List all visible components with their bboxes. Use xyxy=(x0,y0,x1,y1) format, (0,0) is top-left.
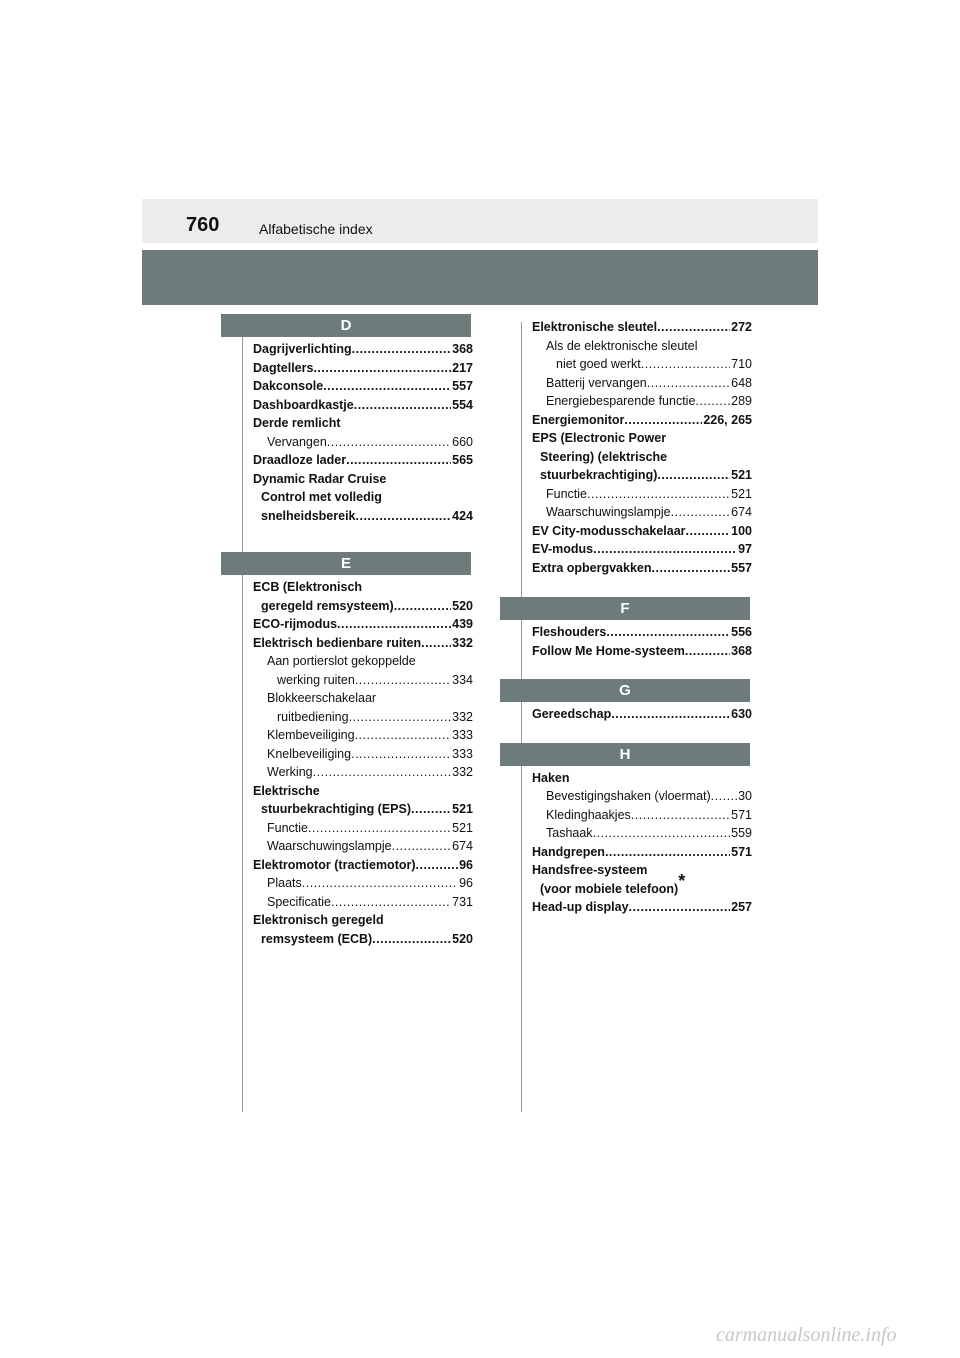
index-entry[interactable]: geregeld remsysteem) ..... 520 xyxy=(253,597,473,616)
index-subheading: Als de elektronische sleutel xyxy=(546,338,698,353)
index-entry[interactable]: Gereedschap ..... 630 xyxy=(532,705,752,724)
index-heading: Derde remlicht xyxy=(253,416,341,430)
index-subentry[interactable]: niet goed werkt ..... 710 xyxy=(532,355,752,374)
header-bar xyxy=(142,199,818,243)
index-heading: Control met volledig xyxy=(261,490,382,504)
index-entry[interactable]: Dashboardkastje ..... 554 xyxy=(253,396,473,415)
index-entry[interactable]: EV-modus ..... 97 xyxy=(532,540,752,559)
index-subentry[interactable]: Energiebesparende functie ..... 289 xyxy=(532,392,752,411)
section-header-e: E xyxy=(221,552,471,575)
index-heading: EPS (Electronic Power xyxy=(532,431,667,445)
index-subheading: Blokkeerschakelaar xyxy=(267,691,377,705)
index-subentry[interactable]: Waarschuwingslampje ..... 674 xyxy=(532,503,752,522)
left-column-rule xyxy=(242,322,243,1112)
index-subentry[interactable]: Werking ..... 332 xyxy=(253,763,473,782)
index-entry[interactable]: Dagrijverlichting ..... 368 xyxy=(253,340,473,359)
index-heading: Haken xyxy=(532,770,570,785)
index-entry[interactable]: Energiemonitor ..... 226, 265 xyxy=(532,411,752,430)
index-entry[interactable]: remsysteem (ECB) ..... 520 xyxy=(253,930,473,949)
index-subentry[interactable]: Waarschuwingslampje ..... 674 xyxy=(253,837,473,856)
footnote-asterisk: * xyxy=(678,870,686,891)
section-header-d: D xyxy=(221,314,471,337)
index-entry[interactable]: Elektromotor (tractiemotor) ..... 96 xyxy=(253,856,473,875)
index-heading: ECB (Elektronisch xyxy=(253,580,363,594)
index-entry[interactable]: Elektronische sleutel ..... 272 xyxy=(532,318,752,337)
index-heading: Handsfree-systeem xyxy=(532,863,648,877)
section-header-h: H xyxy=(500,743,750,766)
index-subentry[interactable]: Functie ..... 521 xyxy=(532,485,752,504)
index-entry[interactable]: stuurbekrachtiging) ..... 521 xyxy=(532,466,752,485)
right-column xyxy=(530,318,752,917)
index-heading: Elektronisch geregeld xyxy=(253,913,384,927)
index-entry[interactable]: ECO-rijmodus ..... 439 xyxy=(253,615,473,634)
index-entry-with-note[interactable]: (voor mobiele telefoon)* xyxy=(540,870,686,896)
section-e-entries xyxy=(251,578,473,948)
index-subentry[interactable]: Specificatie ..... 731 xyxy=(253,893,473,912)
index-subentry[interactable]: Vervangen ..... 660 xyxy=(253,433,473,452)
index-entry[interactable]: Dakconsole ..... 557 xyxy=(253,377,473,396)
index-entry[interactable]: Head-up display ..... 257 xyxy=(532,898,752,917)
index-entry[interactable]: Follow Me Home-systeem ..... 368 xyxy=(532,642,752,661)
index-subentry[interactable]: Batterij vervangen ..... 648 xyxy=(532,374,752,393)
index-subentry[interactable]: Klembeveiliging ..... 333 xyxy=(253,726,473,745)
chapter-title: Alfabetische index xyxy=(259,221,373,237)
index-subentry[interactable]: Plaats ..... 96 xyxy=(253,874,473,893)
page-number: 760 xyxy=(186,214,220,236)
index-entry[interactable]: Dagtellers ..... 217 xyxy=(253,359,473,378)
index-subentry[interactable]: Knelbeveiliging ..... 333 xyxy=(253,745,473,764)
index-entry[interactable]: Fleshouders ..... 556 xyxy=(532,623,752,642)
index-entry[interactable]: Handgrepen ..... 571 xyxy=(532,843,752,862)
index-heading: Steering) (elektrische xyxy=(540,449,668,464)
index-subentry[interactable]: Tashaak ..... 559 xyxy=(532,824,752,843)
index-heading: Dynamic Radar Cruise xyxy=(253,471,387,486)
right-column-rule xyxy=(521,322,522,1112)
index-entry[interactable]: snelheidsbereik ..... 424 xyxy=(253,507,473,526)
index-entry[interactable]: Draadloze lader ..... 565 xyxy=(253,451,473,470)
section-h-entries xyxy=(530,769,752,917)
header-band xyxy=(142,250,818,305)
index-heading: Elektrische xyxy=(253,783,320,798)
index-subentry[interactable]: werking ruiten ..... 334 xyxy=(253,671,473,690)
section-header-f: F xyxy=(500,597,750,620)
section-e-continued-entries xyxy=(530,318,752,577)
index-entry[interactable]: Elektrisch bedienbare ruiten ..... 332 xyxy=(253,634,473,653)
section-header-g: G xyxy=(500,679,750,702)
section-d-entries xyxy=(251,340,473,525)
section-f-entries xyxy=(530,623,752,660)
index-subentry[interactable]: Kledinghaakjes ..... 571 xyxy=(532,806,752,825)
index-entry[interactable]: Extra opbergvakken ..... 557 xyxy=(532,559,752,578)
watermark: carmanualsonline.info xyxy=(716,1324,897,1346)
index-subentry[interactable]: Functie ..... 521 xyxy=(253,819,473,838)
left-column xyxy=(251,314,473,948)
index-subentry[interactable]: ruitbediening ..... 332 xyxy=(253,708,473,727)
index-subentry[interactable]: Bevestigingshaken (vloermat) ..... 30 xyxy=(532,787,752,806)
index-entry[interactable]: stuurbekrachtiging (EPS) ..... 521 xyxy=(253,800,473,819)
index-entry[interactable]: EV City-modusschakelaar ..... 100 xyxy=(532,522,752,541)
section-g-entries xyxy=(530,705,752,724)
index-subheading: Aan portierslot gekoppelde xyxy=(267,654,416,668)
